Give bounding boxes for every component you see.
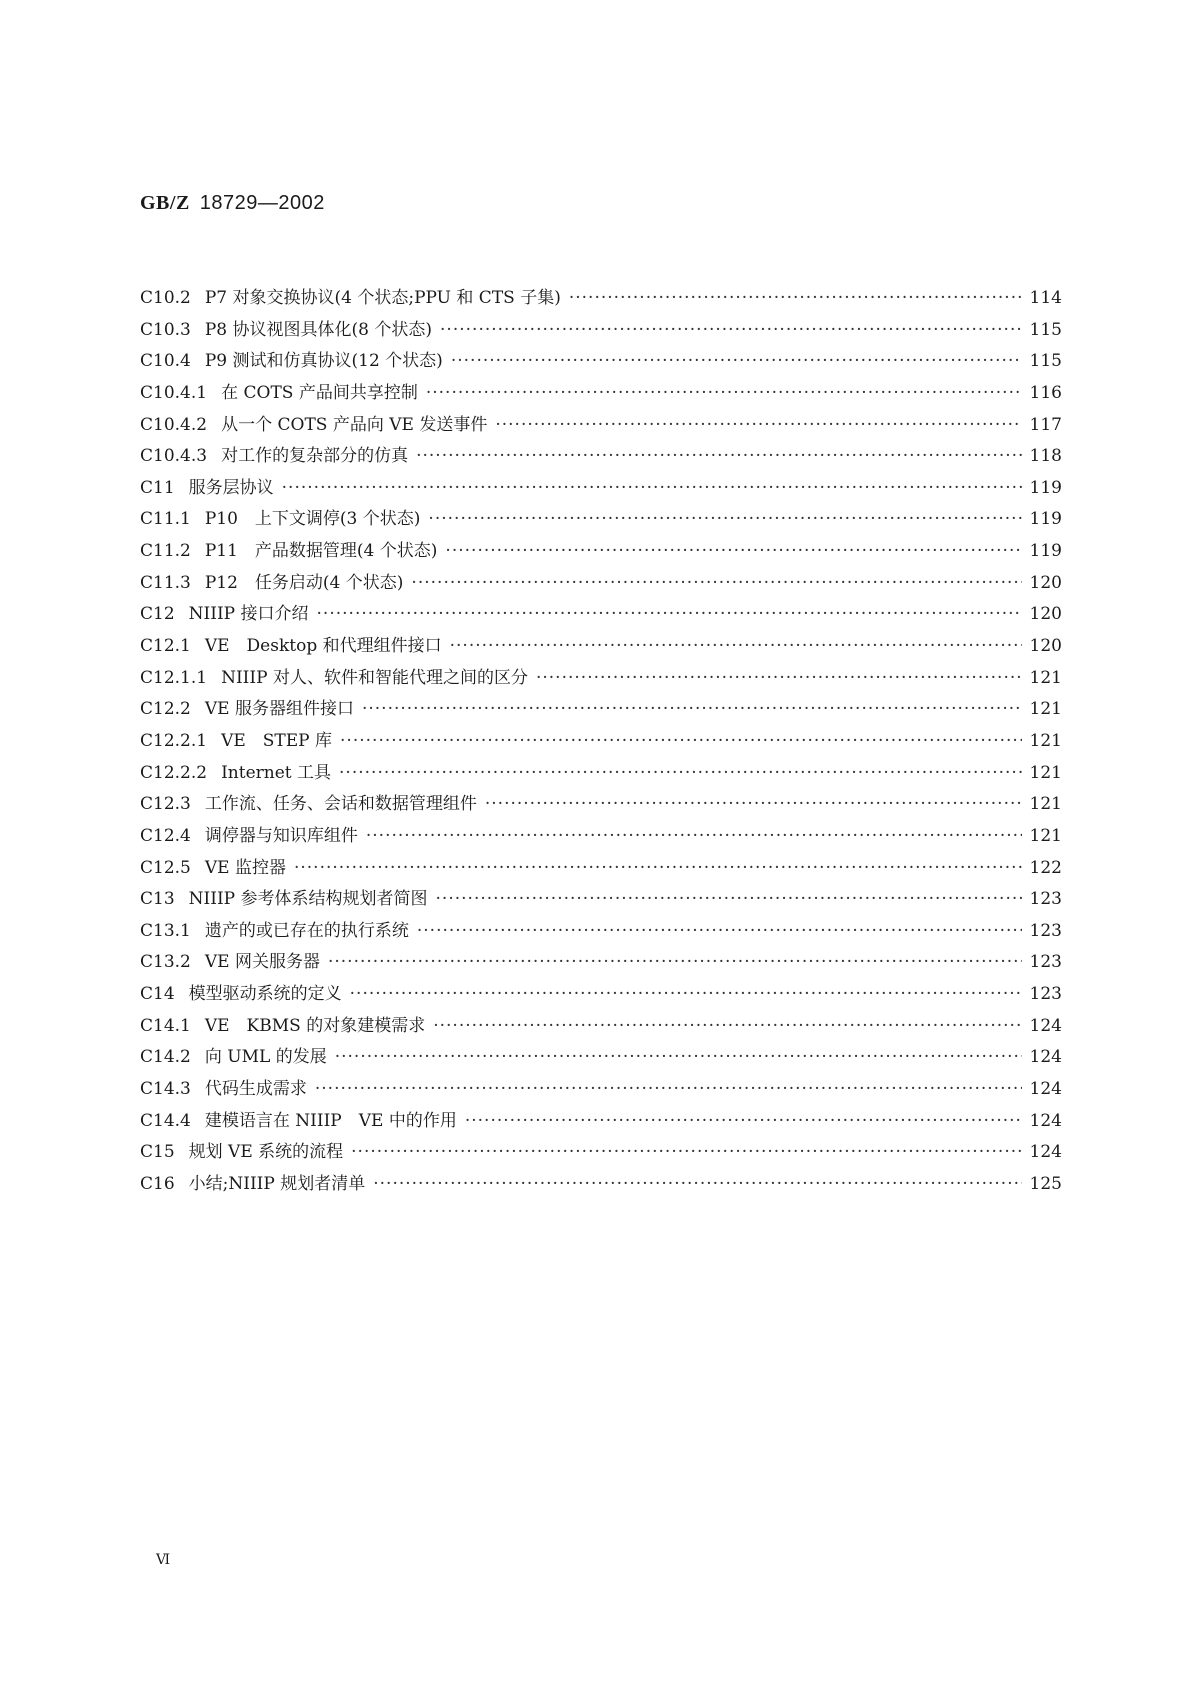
toc-entry-title: VE KBMS 的对象建模需求 [204,1015,426,1036]
toc-leader-dots [373,1174,1021,1194]
toc-entry[interactable] [140,631,1062,663]
toc-leader-dots [351,1142,1021,1162]
toc-leader-dots [317,604,1022,624]
toc-entry-number: C13.2 [140,952,191,973]
toc-leader-dots [445,541,1021,561]
toc-entry[interactable] [140,410,1062,442]
toc-entry-title: Internet 工具 [221,762,332,783]
toc-entry-number: C15 [140,1142,175,1163]
toc-entry-page: 120 [1029,572,1062,593]
toc-entry-number: C12.1.1 [140,667,208,688]
toc-entry[interactable] [140,1042,1062,1074]
toc-entry-title: VE 监控器 [204,857,286,878]
toc-leader-dots [485,794,1022,814]
toc-leader-dots [426,383,1022,403]
toc-entry-number: C10.2 [140,288,191,308]
toc-leader-dots [294,858,1022,878]
toc-entry-number: C10.3 [140,319,191,340]
toc-entry-title: VE Desktop 和代理组件接口 [204,636,442,657]
toc-entry-number: C16 [140,1173,175,1194]
toc-entry[interactable] [140,346,1062,378]
toc-entry-title: 工作流、任务、会话和数据管理组件 [204,794,477,815]
toc-entry-title: 调停器与知识库组件 [204,825,358,846]
toc-entry[interactable] [140,979,1062,1011]
toc-entry-page: 123 [1029,984,1062,1005]
toc-entry[interactable] [140,1169,1062,1201]
toc-entry-page: 121 [1029,730,1062,751]
toc-entry[interactable] [140,599,1062,631]
toc-entry-page: 117 [1029,414,1062,435]
toc-entry-number: C14.2 [140,1047,191,1068]
toc-entry-page: 124 [1029,1110,1062,1131]
toc-entry-page: 121 [1029,699,1062,720]
page-number: Ⅵ [156,1552,171,1568]
toc-entry[interactable] [140,1074,1062,1106]
toc-entry-number: C13 [140,889,175,910]
toc-entry-title: NIIIP 参考体系结构规划者简图 [188,889,428,910]
toc-entry-number: C10.4 [140,351,191,372]
toc-leader-dots [416,446,1021,466]
toc-leader-dots [350,984,1022,1004]
toc-entry-title: 建模语言在 NIIIP VE 中的作用 [204,1110,457,1131]
toc-entry-title: P11 产品数据管理(4 个状态) [204,541,438,562]
toc-entry-page: 124 [1029,1079,1062,1100]
toc-entry-page: 123 [1029,889,1062,910]
toc-entry[interactable] [140,378,1062,410]
toc-entry-title: P9 测试和仿真协议(12 个状态) [204,351,443,372]
toc-entry-title: 小结;NIIIP 规划者清单 [188,1173,366,1194]
toc-entry-title: NIIIP 接口介绍 [188,604,309,625]
toc-entry[interactable] [140,473,1062,505]
toc-entry-page: 125 [1029,1173,1062,1194]
toc-entry-page: 114 [1029,288,1062,308]
toc-leader-dots [450,636,1022,656]
toc-entry[interactable] [140,947,1062,979]
toc-leader-dots [411,573,1021,593]
toc-leader-dots [328,952,1022,972]
toc-entry[interactable] [140,758,1062,790]
toc-entry-page: 115 [1029,319,1062,340]
toc-entry-title: 模型驱动系统的定义 [188,984,342,1005]
toc-entry-page: 119 [1029,509,1062,530]
toc-entry-number: C14.4 [140,1110,191,1131]
toc-entry-number: C10.4.1 [140,382,208,403]
toc-entry-page: 115 [1029,351,1062,372]
toc-entry[interactable] [140,568,1062,600]
toc-entry-number: C12.3 [140,794,191,815]
toc-entry[interactable] [140,1137,1062,1169]
toc-entry[interactable] [140,821,1062,853]
toc-leader-dots [428,509,1021,529]
toc-entry-number: C12.1 [140,636,191,657]
toc-entry-title: P10 上下文调停(3 个状态) [204,509,421,530]
toc-entry-title: 从一个 COTS 产品向 VE 发送事件 [221,414,488,435]
toc-entry-title: 遗产的或已存在的执行系统 [204,920,409,941]
toc-entry-page: 124 [1029,1047,1062,1068]
toc-entry[interactable] [140,441,1062,473]
toc-entry-number: C14.3 [140,1079,191,1100]
toc-entry-title: 代码生成需求 [204,1079,307,1100]
toc-entry-page: 124 [1029,1142,1062,1163]
toc-entry-page: 121 [1029,667,1062,688]
toc-entry-title: P12 任务启动(4 个状态) [204,572,404,593]
toc-leader-dots [569,288,1022,308]
toc-entry-page: 121 [1029,762,1062,783]
toc-leader-dots [366,826,1022,846]
toc-leader-dots [495,415,1021,435]
toc-leader-dots [335,1047,1022,1067]
toc-entry[interactable] [140,916,1062,948]
toc-entry-number: C12.4 [140,825,191,846]
toc-entry[interactable] [140,1106,1062,1138]
toc-entry-title: VE 服务器组件接口 [204,699,354,720]
toc-entry-title: VE STEP 库 [221,730,333,751]
toc-entry-number: C14 [140,984,175,1005]
toc-entry-page: 116 [1029,382,1062,403]
toc-entry-number: C11.3 [140,572,191,593]
toc-entry-title: VE 网关服务器 [204,952,320,973]
toc-leader-dots [436,889,1022,909]
toc-entry[interactable] [140,315,1062,347]
toc-leader-dots [362,699,1022,719]
toc-leader-dots [433,1016,1021,1036]
toc-entry-page: 120 [1029,636,1062,657]
toc-entry[interactable] [140,884,1062,916]
toc-entry-number: C12.2 [140,699,191,720]
table-of-contents [140,283,1062,1201]
toc-leader-dots [440,320,1022,340]
toc-entry-page: 121 [1029,825,1062,846]
toc-entry[interactable] [140,663,1062,695]
toc-leader-dots [465,1111,1022,1131]
toc-entry-page: 123 [1029,920,1062,941]
toc-entry-number: C11.1 [140,509,191,530]
standard-number: 18729—2002 [199,192,325,214]
toc-entry-title: P8 协议视图具体化(8 个状态) [204,319,433,340]
toc-entry[interactable] [140,694,1062,726]
toc-entry[interactable] [140,1011,1062,1043]
toc-entry[interactable] [140,789,1062,821]
toc-entry-title: P7 对象交换协议(4 个状态;PPU 和 CTS 子集) [204,288,561,308]
toc-entry-title: 服务层协议 [188,477,274,498]
toc-entry-page: 121 [1029,794,1062,815]
toc-leader-dots [536,668,1022,688]
toc-entry-number: C10.4.3 [140,446,208,467]
toc-entry-number: C13.1 [140,920,191,941]
toc-entry-title: NIIIP 对人、软件和智能代理之间的区分 [221,667,528,688]
toc-entry-number: C12.2.2 [140,762,208,783]
standard-code: GB/Z [140,192,190,214]
toc-leader-dots [282,478,1022,498]
toc-leader-dots [417,921,1022,941]
toc-entry-number: C11 [140,477,175,498]
toc-entry-page: 122 [1029,857,1062,878]
toc-leader-dots [339,763,1022,783]
toc-entry-number: C10.4.2 [140,414,208,435]
toc-entry[interactable] [140,283,1062,315]
toc-entry-title: 在 COTS 产品间共享控制 [221,382,418,403]
toc-entry-page: 123 [1029,952,1062,973]
toc-entry-number: C12.2.1 [140,730,208,751]
toc-leader-dots [340,731,1022,751]
toc-entry-number: C11.2 [140,541,191,562]
toc-entry-number: C14.1 [140,1015,191,1036]
toc-entry-number: C12 [140,604,175,625]
toc-entry-title: 对工作的复杂部分的仿真 [221,446,409,467]
toc-entry-page: 119 [1029,541,1062,562]
toc-entry-page: 118 [1029,446,1062,467]
toc-entry[interactable] [140,536,1062,568]
toc-entry-page: 119 [1029,477,1062,498]
toc-entry-title: 向 UML 的发展 [204,1047,327,1068]
toc-entry-title: 规划 VE 系统的流程 [188,1142,344,1163]
document-header [140,190,325,215]
toc-entry[interactable] [140,853,1062,885]
toc-entry[interactable] [140,726,1062,758]
toc-leader-dots [315,1079,1022,1099]
toc-entry[interactable] [140,504,1062,536]
toc-entry-number: C12.5 [140,857,191,878]
toc-entry-page: 124 [1029,1015,1062,1036]
toc-leader-dots [451,351,1022,371]
toc-entry-page: 120 [1029,604,1062,625]
